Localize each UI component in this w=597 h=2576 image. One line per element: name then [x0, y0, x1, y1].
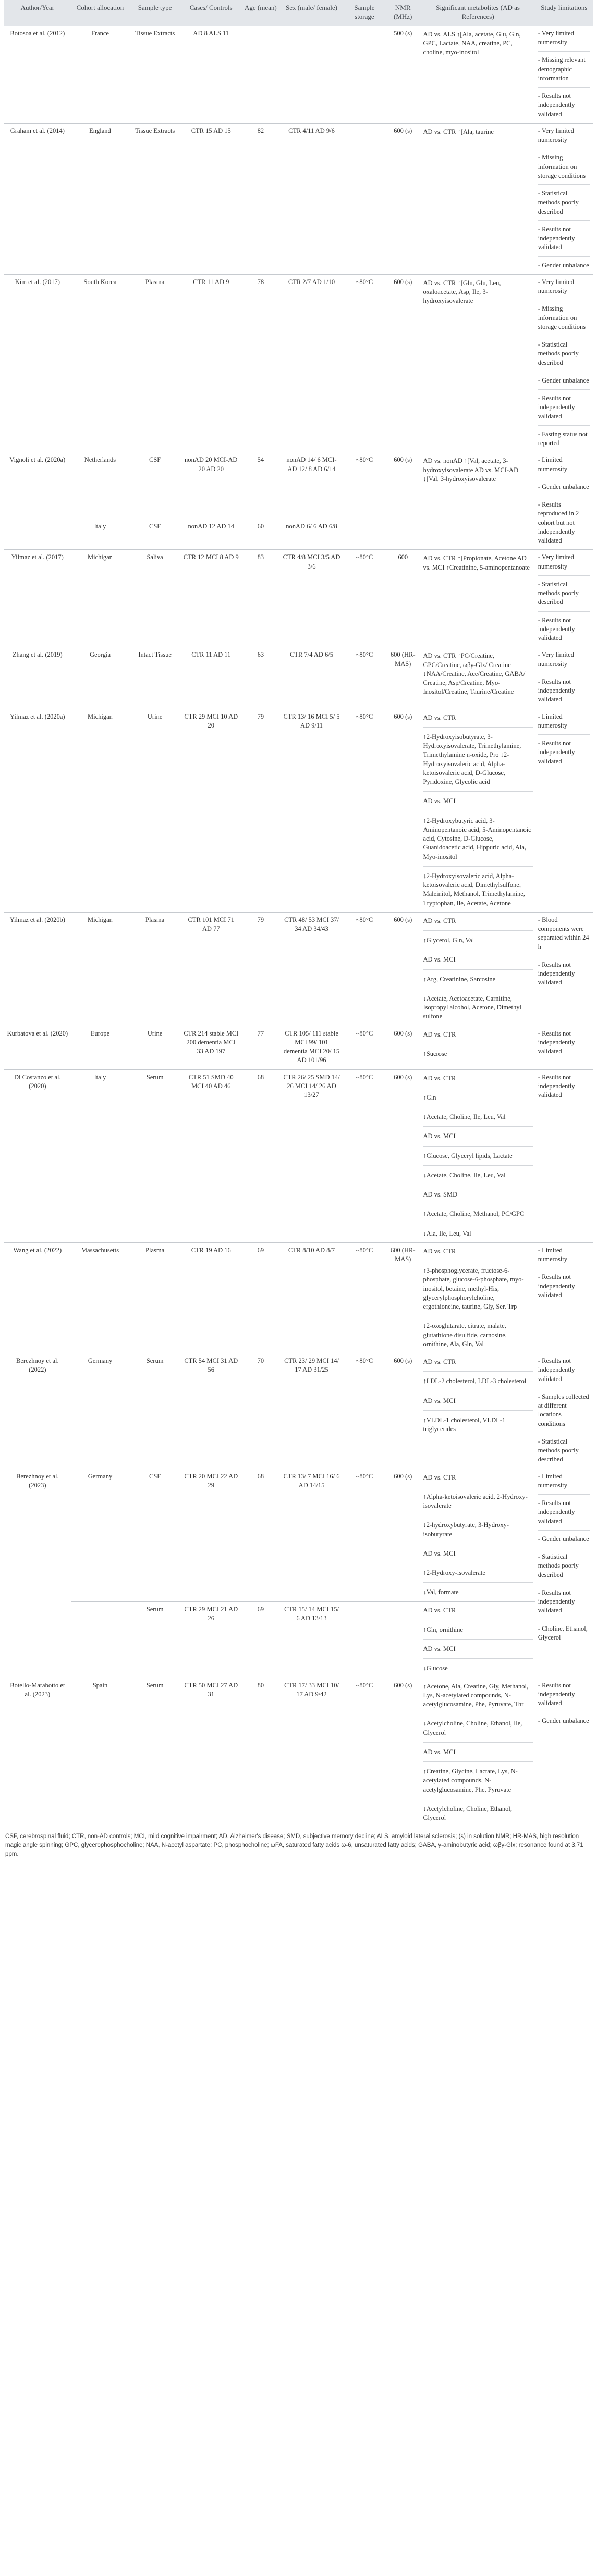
sex-cell: CTR 13/ 16 MCI 5/ 5 AD 9/11	[279, 709, 344, 912]
age-cell: 63	[242, 647, 280, 709]
age-cell: 68	[242, 1069, 280, 1242]
limitation-entry: - Statistical methods poorly described	[538, 1437, 579, 1463]
metabolite-entry: ↑Acetone, Ala, Creatine, Gly, Methanol, Lys, N-acetylated compounds, N-acetylglucosamine, Phe, Pyruvate, Thr	[423, 1681, 533, 1715]
table-row	[4, 26, 593, 123]
metabolites-cell	[421, 647, 535, 709]
author-cell: Yilmaz et al. (2020b)	[4, 912, 71, 1026]
metabolites-cell	[421, 274, 535, 452]
sex-cell	[279, 26, 344, 123]
nmr-cell: 600 (s)	[385, 1069, 421, 1242]
metabolite-entry: AD vs. ALS ↑[Ala, acetate, Glu, Gln, GPC, Lactate, NAA, creatine, PC, choline, myo-inositol	[423, 30, 521, 56]
page	[4, 0, 593, 1860]
metabolites-cell	[421, 709, 535, 912]
table-row	[4, 452, 593, 519]
metabolite-entry: ↑2-Hydroxy-isovalerate	[423, 1568, 533, 1583]
author-cell: Zhang et al. (2019)	[4, 647, 71, 709]
author-cell: Botello-Marabotto et al. (2023)	[4, 1678, 71, 1827]
sex-cell: CTR 2/7 AD 1/10	[279, 274, 344, 452]
limitation-entry: - Very limited numerosity	[538, 127, 590, 150]
metabolite-entry: ↓2-hydroxybutyrate, 3-Hydroxy-isobutyrate	[423, 1520, 533, 1544]
age-cell	[242, 26, 280, 123]
sex-cell: CTR 7/4 AD 6/5	[279, 647, 344, 709]
storage-cell: ~80°C	[344, 1069, 385, 1242]
nmr-cell: 600 (s)	[385, 274, 421, 452]
metabolite-entry: ↑Alpha-ketoisovaleric acid, 2-Hydroxy-isovalerate	[423, 1492, 533, 1516]
sample-type-cell: Urine	[129, 709, 180, 912]
cases-controls-cell: nonAD 20 MCI-AD 20 AD 20	[180, 452, 242, 519]
limitations-cell	[535, 1069, 593, 1242]
metabolite-entry: ↑Gln	[423, 1092, 533, 1107]
metabolite-entry: ↓Acetate, Choline, Ile, Leu, Val	[423, 1112, 533, 1127]
limitation-entry: - Limited numerosity	[538, 1246, 590, 1269]
storage-cell: ~80°C	[344, 1469, 385, 1601]
metabolites-cell	[421, 1242, 535, 1353]
metabolite-entry: ↓2-oxoglutarate, citrate, malate, glutathione disulfide, carnosine, ornithine, Ala, Gln, Val	[423, 1322, 507, 1348]
limitation-entry: - Results not independently validated	[538, 677, 575, 704]
limitations-cell	[535, 647, 593, 709]
nmr-cell: 600 (HR-MAS)	[385, 647, 421, 709]
nmr-cell: 600 (s)	[385, 1026, 421, 1069]
cases-controls-cell: CTR 101 MCI 71 AD 77	[180, 912, 242, 1026]
metabolite-entry: ↑2-Hydroxyisobutyrate, 3-Hydroxyisovalerate, Trimethylamine, Trimethylamine n-oxide, Pro ↓2-Hydroxyisovaleric acid, Alpha-ketoisovaleric acid, D-Glucose, Pyridoxine, Glycolic acid	[423, 732, 533, 792]
metabolites-cell	[421, 1601, 535, 1678]
column-header: NMR (MHz)	[385, 0, 421, 26]
table-header	[4, 0, 593, 26]
cases-controls-cell: CTR 50 MCI 27 AD 31	[180, 1678, 242, 1827]
column-header: Cohort allocation	[71, 0, 130, 26]
sample-type-cell: Urine	[129, 1026, 180, 1069]
table-row	[4, 1026, 593, 1069]
metabolite-entry: ↓Acetate, Choline, Ile, Leu, Val	[423, 1170, 533, 1185]
metabolites-cell	[421, 912, 535, 1026]
limitation-entry: - Very limited numerosity	[538, 29, 590, 52]
limitation-entry: - Gender unbalance	[538, 1535, 590, 1548]
limitation-entry: - Results not independently validated	[538, 1499, 590, 1531]
metabolite-entry: AD vs. MCI	[423, 1131, 533, 1146]
cohort-cell: France	[71, 26, 130, 123]
age-cell: 78	[242, 274, 280, 452]
age-cell: 69	[242, 1601, 280, 1678]
sample-type-cell: CSF	[129, 1469, 180, 1601]
cohort-cell	[71, 1601, 130, 1678]
sample-type-cell: CSF	[129, 452, 180, 519]
nmr-cell: 500 (s)	[385, 26, 421, 123]
table-row	[4, 709, 593, 912]
age-cell: 79	[242, 912, 280, 1026]
nmr-cell: 600 (HR-MAS)	[385, 1242, 421, 1353]
cohort-cell: Spain	[71, 1678, 130, 1827]
metabolite-entry: ↑Acetate, Choline, Methanol, PC/GPC	[423, 1209, 533, 1224]
limitation-entry: - Statistical methods poorly described	[538, 340, 590, 372]
column-header: Cases/ Controls	[180, 0, 242, 26]
author-cell: Botosoa et al. (2012)	[4, 26, 71, 123]
cases-controls-cell: CTR 19 AD 16	[180, 1242, 242, 1353]
column-header: Author/Year	[4, 0, 71, 26]
sample-type-cell: Tissue Extracts	[129, 26, 180, 123]
cohort-cell: Europe	[71, 1026, 130, 1069]
cohort-cell: England	[71, 123, 130, 274]
metabolite-entry: AD vs. CTR ↑[Gln, Glu, Leu, oxaloacetate, Asp, Ile, 3-hydroxyisovalerate	[423, 279, 501, 305]
age-cell: 69	[242, 1242, 280, 1353]
limitation-entry: - Very limited numerosity	[538, 553, 590, 576]
author-cell: Yilmaz et al. (2020a)	[4, 709, 71, 912]
metabolite-entry: ↑3-phosphoglycerate, fructose-6-phosphate, glucose-6-phosphate, myo-inositol, betaine, methyl-His, glycerylphosphorylcholine, ergothioneine, taurine, Gly, Ser, Trp	[423, 1265, 533, 1316]
storage-cell: ~80°C	[344, 550, 385, 647]
metabolite-entry: AD vs. MCI	[423, 1747, 533, 1762]
cohort-cell: Germany	[71, 1469, 130, 1601]
cases-controls-cell: AD 8 ALS 11	[180, 26, 242, 123]
metabolite-entry: AD vs. SMD	[423, 1189, 533, 1204]
cohort-cell: Germany	[71, 1353, 130, 1469]
metabolite-entry: AD vs. CTR	[423, 1357, 533, 1372]
limitation-entry: - Limited numerosity	[538, 455, 590, 478]
column-header: Sex (male/ female)	[279, 0, 344, 26]
column-header: Sample type	[129, 0, 180, 26]
limitations-cell	[535, 452, 593, 550]
limitation-entry: - Gender unbalance	[538, 261, 589, 269]
sample-type-cell: Serum	[129, 1678, 180, 1827]
sex-cell: nonAD 14/ 6 MCI-AD 12/ 8 AD 6/14	[279, 452, 344, 519]
sample-type-cell: Plasma	[129, 1242, 180, 1353]
sample-type-cell: Serum	[129, 1069, 180, 1242]
metabolite-entry: ↓Glucose	[423, 1665, 448, 1672]
author-cell: Graham et al. (2014)	[4, 123, 71, 274]
nmr-cell	[385, 519, 421, 550]
cohort-cell: Italy	[71, 519, 130, 550]
nmr-cell: 600 (s)	[385, 123, 421, 274]
table-row	[4, 647, 593, 709]
metabolite-entry: AD vs. CTR	[423, 712, 533, 728]
table-body	[4, 26, 593, 1827]
metabolite-entry: AD vs. CTR	[423, 1472, 533, 1487]
sex-cell: CTR 4/8 MCI 3/5 AD 3/6	[279, 550, 344, 647]
age-cell: 80	[242, 1678, 280, 1827]
limitation-entry: - Results not independently validated	[538, 1588, 590, 1620]
cohort-cell: Michigan	[71, 550, 130, 647]
limitation-entry: - Results reproduced in 2 cohort but not independently validated	[538, 501, 579, 545]
table-row	[4, 550, 593, 647]
author-cell: Kim et al. (2017)	[4, 274, 71, 452]
storage-cell: ~80°C	[344, 452, 385, 519]
limitation-entry: - Results not independently validated	[538, 1357, 590, 1388]
limitation-entry: - Gender unbalance	[538, 376, 590, 390]
table-row	[4, 1353, 593, 1469]
sex-cell: CTR 23/ 29 MCI 14/ 17 AD 31/25	[279, 1353, 344, 1469]
limitation-entry: - Results not independently validated	[538, 1029, 575, 1055]
metabolite-entry: ↑Arg, Creatinine, Sarcosine	[423, 974, 533, 989]
limitations-cell	[535, 1469, 593, 1678]
sex-cell: CTR 15/ 14 MCI 15/ 6 AD 13/13	[279, 1601, 344, 1678]
metabolite-entry: ↑Glycerol, Gln, Val	[423, 935, 533, 950]
cohort-cell: Michigan	[71, 709, 130, 912]
metabolite-entry: ↑LDL-2 cholesterol, LDL-3 cholesterol	[423, 1376, 533, 1391]
limitations-cell	[535, 123, 593, 274]
cohort-cell: Netherlands	[71, 452, 130, 519]
metabolite-entry: ↑Sucrose	[423, 1050, 447, 1057]
metabolites-cell	[421, 550, 535, 647]
metabolites-cell	[421, 1469, 535, 1601]
limitation-entry: - Missing relevant demographic information	[538, 56, 590, 88]
limitation-entry: - Statistical methods poorly described	[538, 580, 590, 612]
storage-cell: ~80°C	[344, 274, 385, 452]
metabolite-entry: AD vs. nonAD ↑[Val, acetate, 3-hydroxyisovalerate AD vs. MCI-AD ↓[Val, 3-hydroxyisovalerate	[423, 457, 519, 483]
limitation-entry: - Gender unbalance	[538, 1717, 589, 1725]
sample-type-cell: Serum	[129, 1601, 180, 1678]
limitation-entry: - Results not independently validated	[538, 1681, 590, 1713]
age-cell: 68	[242, 1469, 280, 1601]
limitation-entry: - Missing information on storage conditions	[538, 153, 590, 185]
column-header: Sample storage	[344, 0, 385, 26]
sex-cell: CTR 48/ 53 MCI 37/ 34 AD 34/43	[279, 912, 344, 1026]
limitation-entry: - Limited numerosity	[538, 1472, 590, 1495]
sex-cell: CTR 8/10 AD 8/7	[279, 1242, 344, 1353]
age-cell: 83	[242, 550, 280, 647]
author-cell: Kurbatova et al. (2020)	[4, 1026, 71, 1069]
metabolite-entry: AD vs. CTR	[423, 1246, 533, 1261]
storage-cell: ~80°C	[344, 1026, 385, 1069]
metabolite-entry: ↓2-Hydroxyisovaleric acid, Alpha-ketoisovaleric acid, Dimethylsulfone, Maleinitol, Methanol, Trimethylamine, Tryptophan, Ile, Acetate, Acetone	[423, 872, 525, 907]
metabolomics-table	[4, 0, 593, 1827]
metabolites-cell	[421, 123, 535, 274]
metabolite-entry: ↓Acetylcholine, Choline, Ethanol, Glycerol	[423, 1805, 512, 1822]
storage-cell	[344, 26, 385, 123]
metabolite-entry: ↓Acetate, Acetoacetate, Carnitine, Isopropyl alcohol, Acetone, Dimethyl sulfone	[423, 994, 522, 1020]
limitation-entry: - Results not independently validated	[538, 616, 575, 642]
table-row	[4, 1242, 593, 1353]
sample-type-cell: CSF	[129, 519, 180, 550]
cases-controls-cell: CTR 29 MCI 21 AD 26	[180, 1601, 242, 1678]
sample-type-cell: Plasma	[129, 912, 180, 1026]
nmr-cell: 600	[385, 550, 421, 647]
metabolites-cell	[421, 1353, 535, 1469]
metabolite-entry: AD vs. CTR ↑[Propionate, Acetone AD vs. MCI ↑Creatinine, 5-aminopentanoate	[423, 554, 530, 571]
metabolite-entry: AD vs. CTR ↑[Ala, taurine	[423, 128, 494, 135]
metabolite-entry: ↑Creatine, Glycine, Lactate, Lys, N-acetylated compounds, N-acetylglucosamine, Phe, Pyruvate	[423, 1766, 533, 1799]
cohort-cell: South Korea	[71, 274, 130, 452]
limitation-entry: - Results not independently validated	[538, 1273, 575, 1299]
storage-cell: ~80°C	[344, 709, 385, 912]
cases-controls-cell: CTR 11 AD 9	[180, 274, 242, 452]
author-cell: Berezhnoy et al. (2023)	[4, 1469, 71, 1678]
author-cell: Wang et al. (2022)	[4, 1242, 71, 1353]
sample-type-cell: Serum	[129, 1353, 180, 1469]
limitation-entry: - Gender unbalance	[538, 483, 590, 496]
table-footnote: CSF, cerebrospinal fluid; CTR, non-AD controls; MCI, mild cognitive impairment; AD, Alzheimer's disease; SMD, subjective memory decline; ALS, amyloid lateral sclerosis; (s) in solution NMR; HR-MAS, high resolution magic angle spinning; GPC, glycerophosphocholine; NAA, N-acetyl aspartate; PC, phosphocholine; ωFA, saturated fatty acids ω-6, unsaturated fatty acids; GABA, γ-aminobutyric acid; ωβγ-Glx; resonance found at 3.71 ppm.	[5, 1833, 583, 1857]
storage-cell: ~80°C	[344, 1353, 385, 1469]
sex-cell: CTR 17/ 33 MCI 10/ 17 AD 9/42	[279, 1678, 344, 1827]
nmr-cell	[385, 1601, 421, 1678]
nmr-cell: 600 (s)	[385, 452, 421, 519]
metabolite-entry: AD vs. MCI	[423, 796, 533, 811]
sample-type-cell: Tissue Extracts	[129, 123, 180, 274]
metabolite-entry: AD vs. CTR	[423, 1605, 533, 1620]
table-row	[4, 1469, 593, 1601]
cases-controls-cell: CTR 51 SMD 40 MCI 40 AD 46	[180, 1069, 242, 1242]
author-cell: Di Costanzo et al. (2020)	[4, 1069, 71, 1242]
metabolites-cell	[421, 1069, 535, 1242]
storage-cell	[344, 519, 385, 550]
cohort-cell: Michigan	[71, 912, 130, 1026]
limitation-entry: - Statistical methods poorly described	[538, 1552, 590, 1584]
metabolite-entry: AD vs. MCI	[423, 1396, 533, 1411]
metabolite-entry: AD vs. MCI	[423, 1644, 533, 1659]
metabolite-entry: ↓Ala, Ile, Leu, Val	[423, 1229, 471, 1237]
metabolite-entry: AD vs. CTR	[423, 916, 533, 931]
column-header: Significant metabolites (AD as References)	[421, 0, 535, 26]
metabolites-cell	[421, 519, 535, 550]
cases-controls-cell: CTR 29 MCI 10 AD 20	[180, 709, 242, 912]
limitations-cell	[535, 1678, 593, 1827]
nmr-cell: 600 (s)	[385, 709, 421, 912]
metabolites-cell	[421, 1026, 535, 1069]
limitation-entry: - Choline, Ethanol, Glycerol	[538, 1624, 588, 1641]
storage-cell	[344, 123, 385, 274]
limitation-entry: - Missing information on storage conditions	[538, 304, 590, 336]
metabolite-entry: AD vs. MCI	[423, 954, 533, 969]
limitations-cell	[535, 274, 593, 452]
storage-cell: ~80°C	[344, 647, 385, 709]
sex-cell: nonAD 6/ 6 AD 6/8	[279, 519, 344, 550]
author-cell: Vignoli et al. (2020a)	[4, 452, 71, 550]
sex-cell: CTR 4/11 AD 9/6	[279, 123, 344, 274]
cases-controls-cell: nonAD 12 AD 14	[180, 519, 242, 550]
limitations-cell	[535, 26, 593, 123]
limitations-cell	[535, 1353, 593, 1469]
limitation-entry: - Blood components were separated within 24 h	[538, 916, 590, 956]
metabolite-entry: AD vs. CTR	[423, 1029, 533, 1044]
limitation-entry: - Results not independently validated	[538, 960, 575, 987]
metabolite-entry: ↑Gln, ornithine	[423, 1624, 533, 1640]
limitations-cell	[535, 1242, 593, 1353]
column-header: Age (mean)	[242, 0, 280, 26]
limitations-cell	[535, 550, 593, 647]
metabolite-entry: ↑VLDL-1 cholesterol, VLDL-1 triglycerides	[423, 1416, 506, 1433]
age-cell: 82	[242, 123, 280, 274]
table-row	[4, 1601, 593, 1678]
table-row	[4, 519, 593, 550]
sample-type-cell: Plasma	[129, 274, 180, 452]
age-cell: 77	[242, 1026, 280, 1069]
age-cell: 70	[242, 1353, 280, 1469]
author-cell: Yilmaz et al. (2017)	[4, 550, 71, 647]
limitations-cell	[535, 709, 593, 912]
metabolites-cell	[421, 452, 535, 519]
limitation-entry: - Results not independently validated	[538, 739, 575, 765]
limitation-entry: - Results not independently validated	[538, 225, 590, 257]
limitations-cell	[535, 912, 593, 1026]
limitation-entry: - Limited numerosity	[538, 712, 590, 735]
limitation-entry: - Results not independently validated	[538, 92, 575, 118]
storage-cell: ~80°C	[344, 912, 385, 1026]
storage-cell: ~80°C	[344, 1242, 385, 1353]
limitation-entry: - Statistical methods poorly described	[538, 189, 590, 221]
sex-cell: CTR 26/ 25 SMD 14/ 26 MCI 14/ 26 AD 13/27	[279, 1069, 344, 1242]
table-row	[4, 274, 593, 452]
limitations-cell	[535, 1026, 593, 1069]
header-row	[4, 0, 593, 26]
cohort-cell: Massachusetts	[71, 1242, 130, 1353]
nmr-cell: 600 (s)	[385, 1353, 421, 1469]
metabolites-cell	[421, 26, 535, 123]
nmr-cell: 600 (s)	[385, 1469, 421, 1601]
metabolite-entry: ↑Glucose, Glyceryl lipids, Lactate	[423, 1151, 533, 1166]
cases-controls-cell: CTR 20 MCI 22 AD 29	[180, 1469, 242, 1601]
cohort-cell: Georgia	[71, 647, 130, 709]
metabolite-entry: ↓Acetylcholine, Choline, Ethanol, Ile, Glycerol	[423, 1718, 533, 1743]
cases-controls-cell: CTR 11 AD 11	[180, 647, 242, 709]
author-cell: Berezhnoy et al. (2022)	[4, 1353, 71, 1469]
limitation-entry: - Samples collected at different locations conditions	[538, 1392, 590, 1433]
age-cell: 79	[242, 709, 280, 912]
cases-controls-cell: CTR 214 stable MCI 200 dementia MCI 33 AD 197	[180, 1026, 242, 1069]
column-header: Study limitations	[535, 0, 593, 26]
metabolite-entry: ↑2-Hydroxybutyric acid, 3-Aminopentanoic acid, 5-Aminopentanoic acid, Cytosine, D-Glucose, Guanidoacetic acid, Hippuric acid, Ala, Myo-inositol	[423, 816, 533, 867]
table-row	[4, 1069, 593, 1242]
sex-cell: CTR 13/ 7 MCI 16/ 6 AD 14/15	[279, 1469, 344, 1601]
nmr-cell: 600 (s)	[385, 1678, 421, 1827]
sample-type-cell: Saliva	[129, 550, 180, 647]
limitation-entry: - Results not independently validated	[538, 1073, 575, 1099]
limitation-entry: - Results not independently validated	[538, 394, 590, 426]
limitation-entry: - Very limited numerosity	[538, 650, 590, 673]
cases-controls-cell: CTR 54 MCI 31 AD 56	[180, 1353, 242, 1469]
sample-type-cell: Intact Tissue	[129, 647, 180, 709]
table-row	[4, 912, 593, 1026]
metabolite-entry: AD vs. MCI	[423, 1548, 533, 1563]
storage-cell	[344, 1601, 385, 1678]
age-cell: 54	[242, 452, 280, 519]
cases-controls-cell: CTR 15 AD 15	[180, 123, 242, 274]
metabolite-entry: ↓Val, formate	[423, 1588, 459, 1596]
age-cell: 60	[242, 519, 280, 550]
limitation-entry: - Very limited numerosity	[538, 278, 590, 301]
sex-cell: CTR 105/ 111 stable MCI 99/ 101 dementia MCI 20/ 15 AD 101/96	[279, 1026, 344, 1069]
limitation-entry: - Fasting status not reported	[538, 430, 588, 447]
cohort-cell: Italy	[71, 1069, 130, 1242]
metabolite-entry: AD vs. CTR ↑PC/Creatine, GPC/Creatine, ωβγ-Glx/ Creatine ↓NAA/Creatine, Ace/Creatine, GABA/ Creatine, Asp/Creatine, Myo-Inositol/Creatine, Taurine/Creatine	[423, 652, 526, 696]
cases-controls-cell: CTR 12 MCI 8 AD 9	[180, 550, 242, 647]
nmr-cell: 600 (s)	[385, 912, 421, 1026]
metabolite-entry: AD vs. CTR	[423, 1073, 533, 1088]
metabolites-cell	[421, 1678, 535, 1827]
table-row	[4, 123, 593, 274]
storage-cell: ~80°C	[344, 1678, 385, 1827]
table-row	[4, 1678, 593, 1827]
